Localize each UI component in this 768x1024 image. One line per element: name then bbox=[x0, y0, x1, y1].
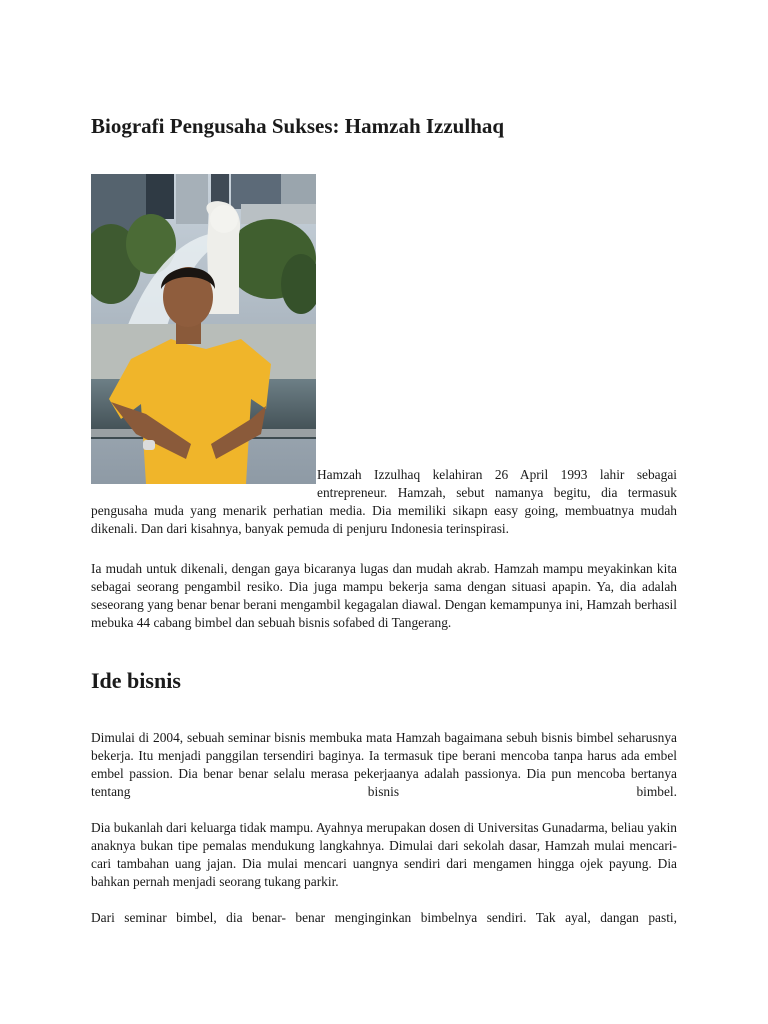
portrait-photo bbox=[91, 174, 316, 484]
section-heading: Ide bisnis bbox=[91, 668, 181, 693]
page-title: Biografi Pengusaha Sukses: Hamzah Izzulhaq bbox=[91, 114, 505, 138]
intro-paragraph-1: Hamzah Izzulhaq kelahiran 26 April 1993 lahir sebagai entrepreneur. Hamzah, sebut namanya begitu, dia termasuk pengusaha muda yang menarik perhatian media. Dia memiliki sikapn easy going, membuatnya mudah dikenali. Dan dari kisahnya, banyak pemuda di penjuru Indonesia terinspirasi. bbox=[91, 467, 677, 536]
intro-block bbox=[91, 174, 677, 538]
section-paragraph-2: Dia bukanlah dari keluarga tidak mampu. Ayahnya merupakan dosen di Universitas Gunadarma, beliau yakin anaknya bukan tipe pemalas mendukung langkahnya. Dimulai dari sekolah dasar, Hamzah mulai mencari- cari tambahan uang jajan. Dia mulai mencari uangnya sendiri dari mengamen hingga ojek payung. Dia bahkan pernah menjadi seorang tukang parkir. bbox=[91, 820, 677, 889]
section-paragraph-1: Dimulai di 2004, sebuah seminar bisnis membuka mata Hamzah bagaimana sebuh bisnis bimbel seharusnya bekerja. Itu menjadi panggilan tersendiri baginya. Ia termasuk tipe berani mencoba tanpa harus ada embel embel passion. Dia benar benar selalu merasa pekerjaanya adalah passionya. Dia pun mencoba bertanya tentang bisnis bimbel. bbox=[91, 730, 677, 799]
section-paragraph-3: Dari seminar bimbel, dia benar- benar menginginkan bimbelnya sendiri. Tak ayal, dangan pasti, bbox=[91, 910, 677, 925]
intro-paragraph-2: Ia mudah untuk dikenali, dengan gaya bicaranya lugas dan mudah akrab. Hamzah mampu meyakinkan kita sebagai seorang pengambil resiko. Dia juga mampu bekerja sama dengan situasi apapin. Ya, dia adalah seseorang yang benar benar berani mengambil kegagalan diawal. Dengan kemampunya ini, Hamzah berhasil mebuka 44 cabang bimbel dan sebuah bisnis sofabed di Tangerang. bbox=[91, 561, 677, 630]
portrait-illustration bbox=[91, 174, 316, 484]
